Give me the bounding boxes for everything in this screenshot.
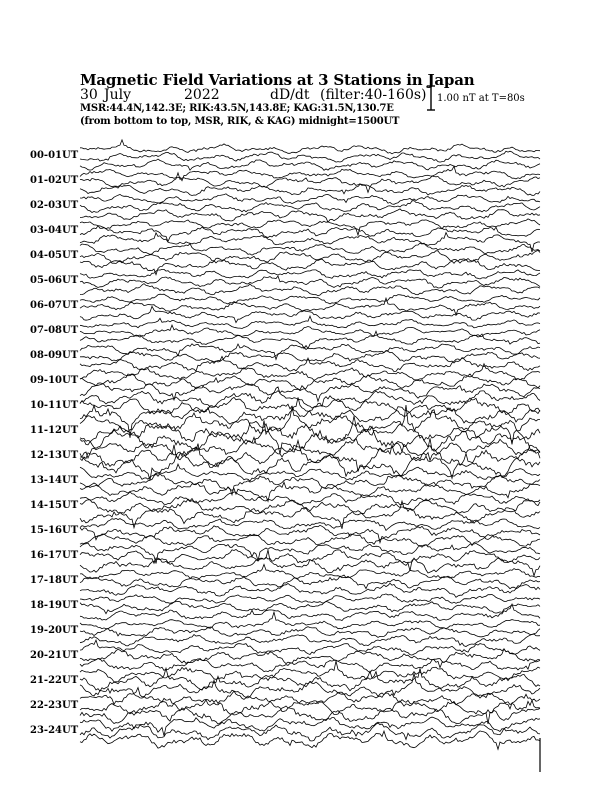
trace-msr-19-20ut [80, 634, 540, 646]
trace-msr-06-07ut [80, 306, 540, 322]
hour-label: 22-23UT [30, 700, 79, 711]
hour-label: 17-18UT [30, 575, 79, 586]
hour-label: 03-04UT [30, 225, 79, 236]
trace-msr-14-15ut [80, 501, 540, 529]
date-month: July [104, 87, 132, 103]
hour-label: 04-05UT [30, 250, 79, 261]
hour-label: 13-14UT [30, 475, 79, 486]
trace-msr-07-08ut [80, 331, 540, 349]
trace-kag-04-05ut [80, 243, 540, 255]
trace-kag-20-21ut [80, 640, 540, 655]
hour-label: 06-07UT [30, 300, 79, 311]
hour-label: 00-01UT [30, 150, 79, 161]
hour-label: 07-08UT [30, 325, 79, 336]
hour-label: 05-06UT [30, 275, 79, 286]
hour-label: 02-03UT [30, 200, 79, 211]
trace-kag-12-13ut [80, 437, 540, 460]
date-day: 30 [80, 87, 98, 103]
trace-msr-02-03ut [80, 209, 540, 222]
trace-rik-08-09ut [80, 351, 540, 363]
hour-label: 01-02UT [30, 175, 79, 186]
trace-kag-01-02ut [80, 166, 540, 181]
filter-label: (filter:40-160s) [320, 87, 427, 103]
trace-rik-17-18ut [80, 575, 540, 589]
hour-label: 09-10UT [30, 375, 79, 386]
trace-rik-02-03ut [80, 201, 540, 213]
trace-kag-06-07ut [80, 294, 540, 304]
hour-label: 14-15UT [30, 500, 79, 511]
hour-label: 23-24UT [30, 725, 79, 736]
trace-rik-21-22ut [80, 668, 540, 691]
trace-kag-02-03ut [80, 194, 540, 205]
trace-msr-12-13ut [80, 453, 540, 480]
chart-title: Magnetic Field Variations at 3 Stations in Japan [80, 71, 475, 89]
quantity-label: dD/dt [270, 87, 310, 103]
hour-label: 10-11UT [30, 400, 79, 411]
trace-msr-03-04ut [80, 233, 540, 253]
trace-rik-10-11ut [80, 397, 540, 416]
trace-rik-00-01ut [80, 151, 540, 162]
hour-label: 18-19UT [30, 600, 79, 611]
trace-rik-12-13ut [80, 438, 540, 471]
trace-kag-00-01ut [80, 140, 540, 154]
hour-label: 08-09UT [30, 350, 79, 361]
trace-msr-10-11ut [80, 397, 540, 437]
stations-line: MSR:44.4N,142.3E; RIK:43.5N,143.8E; KAG:31.5N,130.7E [80, 103, 394, 114]
trace-kag-14-15ut [80, 492, 540, 505]
hour-label: 20-21UT [30, 650, 79, 661]
trace-kag-22-23ut [80, 688, 540, 709]
trace-rik-07-08ut [80, 325, 540, 337]
trace-kag-05-06ut [80, 269, 540, 279]
trace-rik-19-20ut [80, 627, 540, 638]
hour-label: 15-16UT [30, 525, 79, 536]
hour-label: 19-20UT [30, 625, 79, 636]
trace-rik-18-19ut [80, 601, 540, 613]
trace-msr-05-06ut [80, 284, 540, 296]
hour-label: 21-22UT [30, 675, 79, 686]
scale-bar [427, 86, 435, 110]
trace-msr-17-18ut [80, 583, 540, 597]
trace-kag-13-14ut [80, 464, 540, 481]
trace-msr-01-02ut [80, 184, 540, 195]
trace-kag-17-18ut [80, 564, 540, 580]
hour-label: 11-12UT [30, 425, 79, 436]
trace-msr-08-09ut [80, 356, 540, 371]
trace-msr-20-21ut [80, 659, 540, 673]
trace-msr-22-23ut [80, 706, 540, 724]
trace-kag-10-11ut [80, 387, 540, 408]
trace-msr-00-01ut [80, 159, 540, 170]
trace-kag-08-09ut [80, 344, 540, 360]
order-line: (from bottom to top, MSR, RIK, & KAG) midnight=1500UT [80, 116, 400, 127]
hour-label: 12-13UT [30, 450, 79, 461]
hour-label: 16-17UT [30, 550, 79, 561]
date-year: 2022 [184, 87, 220, 103]
trace-kag-18-19ut [80, 594, 540, 603]
scale-label: 1.00 nT at T=80s [437, 93, 525, 104]
trace-rik-15-16ut [80, 525, 540, 542]
trace-kag-03-04ut [80, 219, 540, 235]
